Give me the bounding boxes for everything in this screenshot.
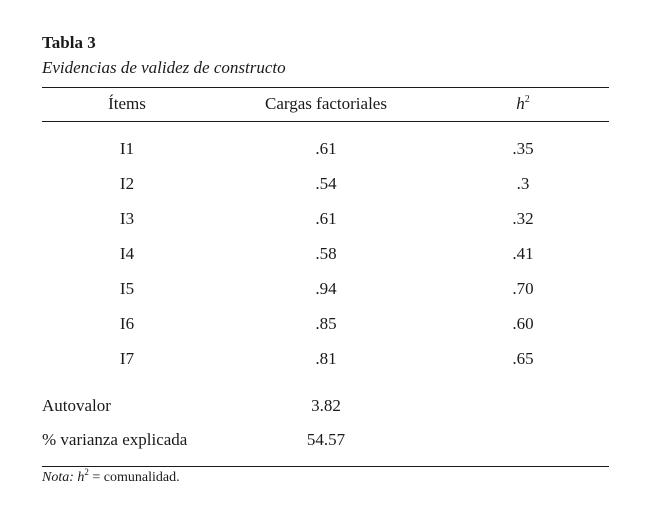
row-item: I4: [119, 244, 135, 263]
row-item: I2: [119, 174, 135, 193]
row-communality: .41: [512, 244, 534, 263]
row-item: I6: [119, 314, 135, 333]
summary-label: Autovalor: [42, 396, 111, 415]
note-text: = comunalidad.: [88, 470, 180, 485]
row-communality: .35: [512, 139, 534, 158]
row-loading: .58: [315, 244, 337, 263]
summary-value: 54.57: [306, 430, 346, 449]
row-communality: .70: [512, 279, 534, 298]
header-communality-base: h: [516, 94, 525, 113]
note-symbol-sup: 2: [84, 467, 89, 477]
row-loading: .54: [315, 174, 337, 193]
row-loading: .94: [315, 279, 337, 298]
table-note: [42, 469, 180, 487]
bottom-rule: [42, 466, 609, 467]
row-loading: .85: [315, 314, 337, 333]
row-communality: .65: [512, 349, 534, 368]
note-symbol: h: [77, 470, 85, 485]
row-loading: .61: [315, 209, 337, 228]
header-rule: [42, 121, 609, 122]
summary-value: 3.82: [311, 396, 341, 415]
row-loading: .61: [315, 139, 337, 158]
row-item: I3: [119, 209, 135, 228]
header-communality: [498, 94, 548, 114]
header-communality-sup: 2: [524, 94, 530, 105]
header-items: Ítems: [108, 94, 146, 113]
row-item: I5: [119, 279, 135, 298]
row-loading: .81: [315, 349, 337, 368]
row-communality: .60: [512, 314, 534, 333]
top-rule: [42, 87, 609, 88]
table-subtitle: Evidencias de validez de constructo: [42, 58, 286, 77]
row-item: I1: [119, 139, 135, 158]
row-communality: .3: [516, 174, 530, 193]
summary-label: % varianza explicada: [42, 430, 188, 449]
header-loadings: Cargas factoriales: [265, 94, 387, 113]
note-prefix: Nota:: [42, 470, 74, 485]
row-communality: .32: [512, 209, 534, 228]
table-title: Tabla 3: [42, 33, 96, 52]
row-item: I7: [119, 349, 135, 368]
